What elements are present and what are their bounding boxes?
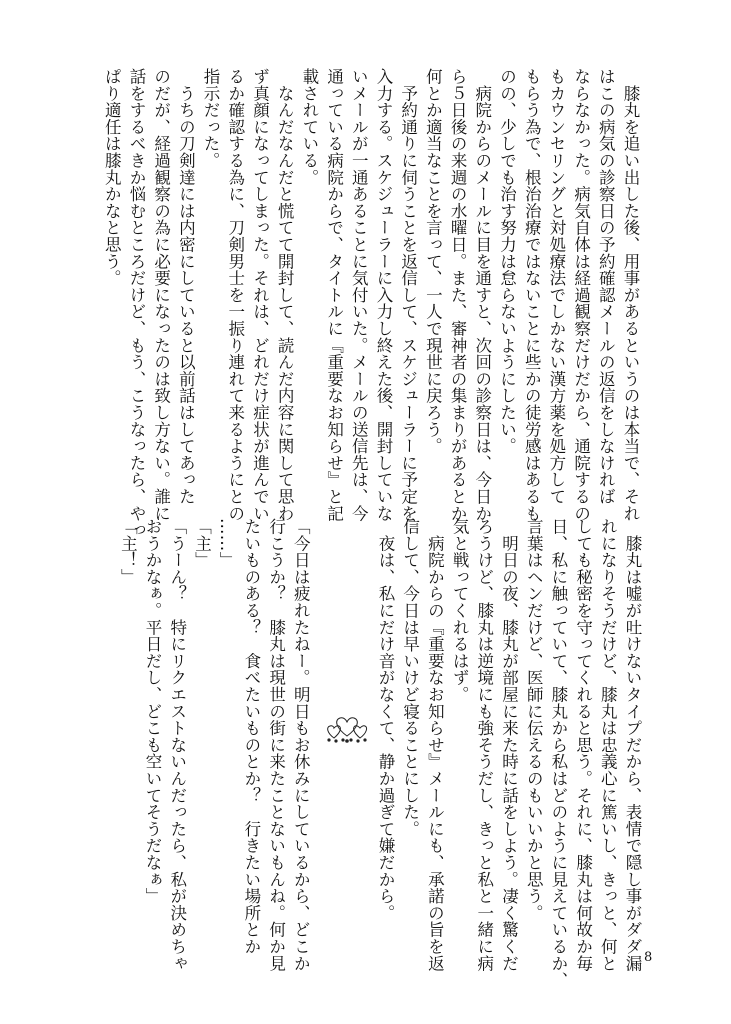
hearts-divider-icon [312,518,372,938]
text-column: 行こうか？ 膝丸は現世の街に来たことないもんね。何か見 [266,518,286,972]
text-column: ……」 [217,518,237,569]
text-column: れになりそうだけど、膝丸は忠義心に篤いし、きっと、何と [598,518,618,972]
top-text-block [99,68,642,539]
text-column: 入力する。スケジューラーに入力し終えた後、開封していな [373,68,393,522]
page-number: 8 [644,950,653,965]
text-column: ら５日後の来週の水曜日。また、審神者の集まりがあるとか [448,68,468,522]
bottom-text-after-ornament [115,518,313,972]
text-column: 載されている。 [299,68,319,186]
text-column: 指示だった。 [201,68,221,169]
text-column: 夜は、私にだけ音がなくて、静か過ぎて嫌だから。 [375,518,395,922]
text-column: 通っている病院からで、タイトルに『重要なお知らせ』と記 [324,68,344,522]
text-column: 「主！」 [118,518,138,586]
text-column: 病院からの『重要なお知らせ』メールにも、承諾の旨を返 [425,518,445,972]
text-column: ならなかった。病気自体は経過観察だけだから、通院するの [571,68,591,522]
text-column: 予約通りに伺うことを返信して、スケジューラーに予定を [398,68,418,522]
bottom-text-before-ornament [372,518,644,989]
text-column: 「今日は疲れたねー。明日もお休みにしているから、どこか [291,518,311,972]
text-column: おうかなぁ。平日だし、どこも空いてそうだなぁ」 [143,518,163,905]
text-column: 何とか適当なことを言って、一人で現世に戻ろう。 [423,68,443,455]
text-column: 病院からのメールに目を通すと、次回の診察日は、今日か [472,68,492,522]
text-column: うちの刀剣達には内密にしていると以前話はしてあった [176,68,196,505]
text-column: 日、私に触っていて、膝丸から私はどのように見えているか、 [548,518,568,989]
text-column: 膝丸を追い出した後、用事があるというのは本当で、それ [621,68,640,522]
text-column: はこの病気の診察日の予約確認メールの返信をしなければ [596,68,616,505]
text-column: 言葉はヘンだけど、医師に伝えるのもいいかと思う。 [524,518,544,922]
text-column: ぱり適任は膝丸かなと思う。 [102,68,122,287]
text-column: なんだなんだと慌てて開封して、読んだ内容に関して思わ [275,68,295,522]
text-column: しても秘密を守ってくれると思う。それに、膝丸は何故か毎 [573,518,593,972]
text-column: のだが、経過観察の為に必要になったのは致し方ない。誰に [151,68,171,522]
text-column: るか確認する為に、刀剣男士を一振り連れて来るようにとの [225,68,245,522]
text-column: 「主」 [192,518,212,569]
text-column: もカウンセリングと対処療法でしかない漢方薬を処方して [546,68,566,505]
text-column: 信して、今日は早いけど寝ることにした。 [400,518,420,838]
text-column: いメールが一通あることに気付いた。メールの送信先は、今 [349,68,369,522]
text-column: ず真顔になってしまった。それは、どれだけ症状が進んでい [250,68,270,522]
text-column: 明日の夜、膝丸が部屋に来た時に話をしよう。凄く驚くだ [499,518,519,972]
text-column: 気と戦ってくれるはず。 [450,518,470,703]
text-column: のの、少しでも治す努力は怠らないようにしたい。 [497,68,517,455]
text-column: もらう為で、根治治療ではないことに些かの徒労感はあるも [522,68,542,522]
text-column: たいものある？ 食べたいものとか？ 行きたい場所とか [241,518,261,955]
text-column: 話をするべきか悩むところだけど、もう、こうなったら、やっ [126,68,146,539]
bottom-text-block [115,518,644,989]
text-column: 膝丸は嘘が吐けないタイプだから、表情で隠し事がダダ漏 [623,518,642,972]
text-column: ろうけど、膝丸は逆境にも強そうだし、きっと私と一緒に病 [474,518,494,972]
text-column: 「うーん？ 特にリクエストないんだったら、私が決めちゃ [167,518,187,972]
